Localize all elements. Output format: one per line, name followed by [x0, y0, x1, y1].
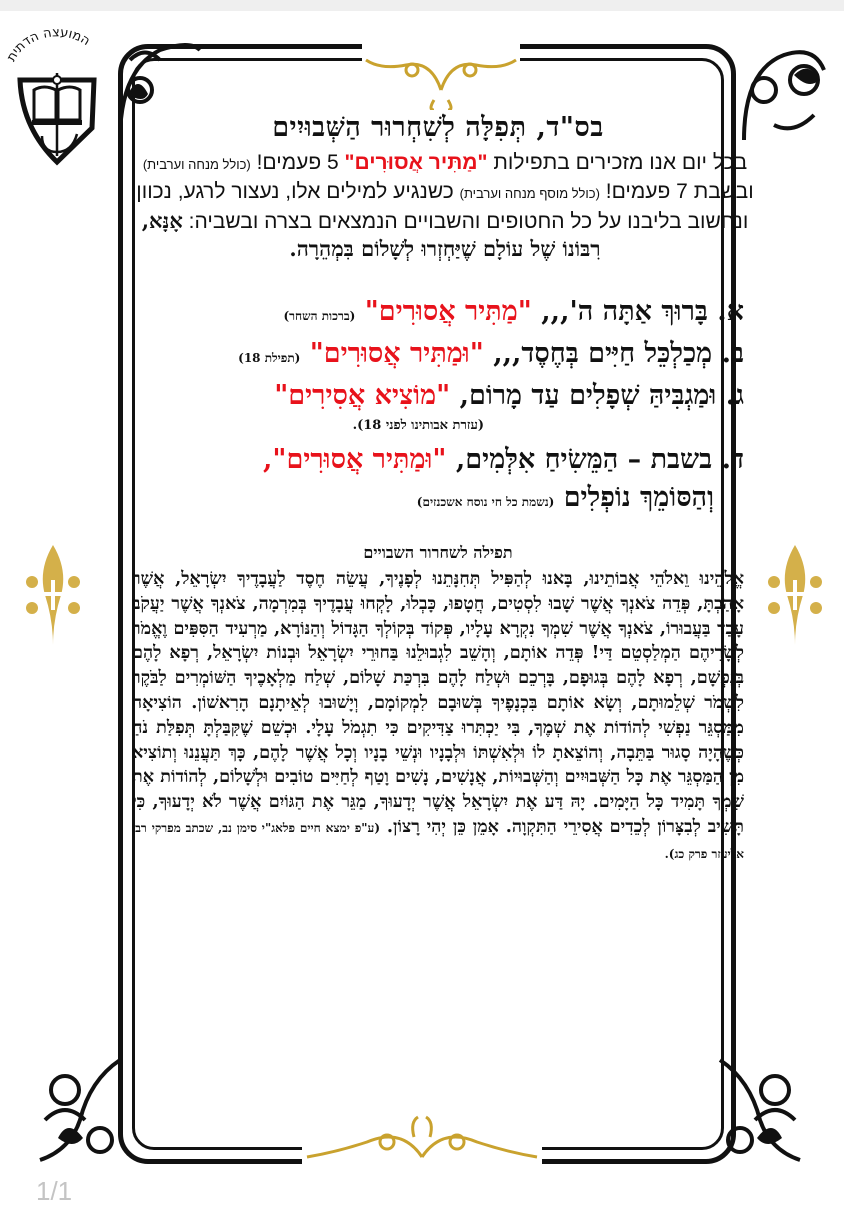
intro-text: ובשבת 7 פעמים! [599, 180, 754, 203]
gold-ornament-top-icon [362, 30, 520, 110]
verse-letter: א. [717, 296, 744, 327]
verse-letter: ד. [721, 444, 744, 475]
document-title: בס"ד, תְּפִלָּה לְשִׁחְרוּר הַשְּׁבוּיִים [272, 112, 604, 143]
prayer-title: תפילה לשחרור השבויים [363, 543, 513, 562]
intro-note: (כולל מנחה וערבית) [142, 157, 251, 172]
page-indicator: 1/1 [36, 1176, 73, 1206]
verse-letter: ג. [725, 380, 744, 411]
corner-flourish-icon [734, 30, 844, 150]
verse-text: וּמַגְבִּיהַּ שְׁפָלִים עַד מָרוֹם, [459, 380, 717, 411]
prayer-text: אֱלֹהֵינוּ וֵאלֹהֵי אֲבוֹתֵינוּ, בָּאנוּ לְהַפִּיל תְּחִנָּתֵנוּ לְפָנֶיךָ, עֲשֵׂה חֶסֶד לַעֲבָדֶיךָ יִשְׂרָאֵל, אֲשֶׁר אָהַבְתָּ, פְּדֵה צֹאנְךָ אֲשֶׁר שָׁבוּ לִסְטִים, חֲטָפוּ, כָּבְלוּ, לָקְחוּ עֲבָדֶיךָ בְּמִרְמָה, צֹאנְךָ אֲשֶׁר יַעֲקֹב עָבַד בַּעֲבוּרוֹ, צֹאנְךָ אֲשֶׁר שִׁמְךָ נִקְרָא עָלָיו, פְּקוֹד בְּקוֹלְךָ הַגָּדוֹל וְהַנּוֹרָא, מַרְעִיד הַסִּפִּים וֶאֱמֹר לְשָׂרֵיהֶם הַמְלַסְטֵם דַּי! פְּדֵה אוֹתָם, וְהָשֵׁב לִגְבוּלֵנוּ בַּחוּרֵי יִשְׂרָאֵל וּבְנוֹת יִשְׂרָאֵל, רְפָא לָהֶם בְּנַפְשָׁם, רְפָא לָהֶם בְּגוּפָם, בָּרְכֵם וּשְׁלַח לָהֶם בִּרְכַּת שָׁלוֹם, שְׁלַח מַלְאָכֶיךָ הַשּׁוֹמְרִים לַבֹּקֶר לִשְׁמֹר שְׁלֵמוּתָם, וְשָׂא אוֹתָם בִּכְנָפֶיךָ בְּשׁוּבָם לִמְקוֹמָם, וְיָשׁוּבוּ לְאֵיתָנָם הָרִאשׁוֹן. הוֹצִיאָה מִמַּסְגֵּר נַפְשִׁי לְהוֹדוֹת אֶת שְׁמֶךָ, בִּי יַכְתִּרוּ צַדִּיקִים כִּי תִגְמֹל עָלָי. וּכְשֵׁם שֶׁקִּבַּלְתָּ תְּפִלַּת נֹחַ כְּשֶׁהָיָה סָגוּר בַּתֵּבָה, וְהוֹצֵאתָ לוֹ וּלְאִשְׁתּוֹ וּלְבָנָיו וּנְשֵׁי בָנָיו וְכָל אֲשֶׁר לָהֶם, כָּךְ תַּעֲנֵנוּ וְתוֹצִיא מִן הַמַּסְגֵּר אֶת כָּל הַשְּׁבוּיִים וְהַשְּׁבוּיוֹת, אֲנָשִׁים, נָשִׁים וָטַף לְחַיִּים טוֹבִים וּלְשָׁלוֹם, לְהוֹדוֹת אֶת שִׁמְךָ תָּמִיד כָּל הַיָּמִים. יָהּ דַּע אֶת יִשְׂרָאֵל אֲשֶׁר יְדָעוּךָ, מַגֵּר אֶת הַגּוֹיִם אֲשֶׁר לֹא יְדָעוּךָ, כִּי תָּשִׁיב לְבִצָּרוֹן לְכֵדִים אֲסִירֵי הַתִּקְוָה. אָמֵן כֵּן יְהִי רָצוֹן. [132, 568, 744, 837]
prayer-body [132, 567, 744, 867]
intro-text: כשנגיע למילים אלו, נעצור לרגע, נכוון ונחשוב בליבנו על כל החטופים והשבויים הנמצאים בצרה ובשביה: [136, 180, 749, 233]
verses-list [140, 293, 744, 521]
verse-item [140, 293, 744, 335]
intro-paragraph [124, 149, 766, 263]
viewer-top-bar [0, 0, 844, 11]
verse-text: בָּרוּךְ אַתָּה ה',,, [541, 296, 708, 327]
intro-note: (כולל מוסף מנחה וערבית) [459, 186, 600, 201]
gold-ornament-bottom-icon [302, 1112, 542, 1174]
verse-text: מְכַלְכֵּל חַיִּים בְּחֶסֶד,,, [493, 338, 713, 369]
verse-item [140, 377, 744, 437]
corner-flourish-icon [700, 1050, 810, 1170]
verse-text: בשבת – הַמֵּשִׂיחַ אִלְּמִים, [455, 444, 713, 475]
intro-text: 5 פעמים! [250, 151, 345, 174]
verse-highlight: "מַתִּיר אֲסוּרִים" [364, 296, 532, 327]
verse-source: (עזרת אבותינו לפני 18). [352, 418, 484, 433]
logo-arc-text: המועצה הדתית [4, 28, 93, 65]
religious-council-logo [4, 28, 110, 166]
gold-ornament-left-icon [18, 540, 88, 650]
verse-highlight: "וּמַתִּיר אֲסוּרִים", [263, 444, 447, 475]
verse-continuation [140, 479, 744, 521]
verse-item [140, 335, 744, 377]
svg-text:המועצה הדתית [4, 28, 93, 64]
verse-text: וְהַסּוֹמֵךְ נוֹפְלִים [563, 482, 714, 513]
prayer-source: (ע"פ ימצא חיים פלאג"י סימן נב, שכתב מפרקי רבי אליעזר פרק כג). [132, 820, 744, 861]
verse-letter: ב. [721, 338, 744, 369]
verse-source: (ברכות השחר) [283, 309, 356, 323]
intro-text: בכל יום אנו מזכירים בתפילות [487, 151, 748, 174]
corner-flourish-icon [30, 1050, 140, 1170]
document-content [132, 112, 754, 867]
verse-source: (נשמת כל חי נוסח אשכנזים) [416, 495, 555, 509]
verse-highlight: "וּמַתִּיר אֲסוּרִים" [309, 338, 484, 369]
verse-source: (תפילת 18) [238, 351, 301, 365]
intro-highlight: "מַתִּיר אֲסוּרִים" [344, 151, 488, 174]
gold-ornament-right-icon [760, 540, 830, 650]
verse-highlight: "מוֹצִיא אֲסִירִים" [274, 380, 451, 411]
verse-item [140, 441, 744, 521]
intro-plea: אָנָּא, רִבּוֹנוֹ שֶׁל עוֹלָם שֶׁיַּחְזְרוּ לְשָׁלוֹם בִּמְהֵרָה. [141, 208, 601, 261]
